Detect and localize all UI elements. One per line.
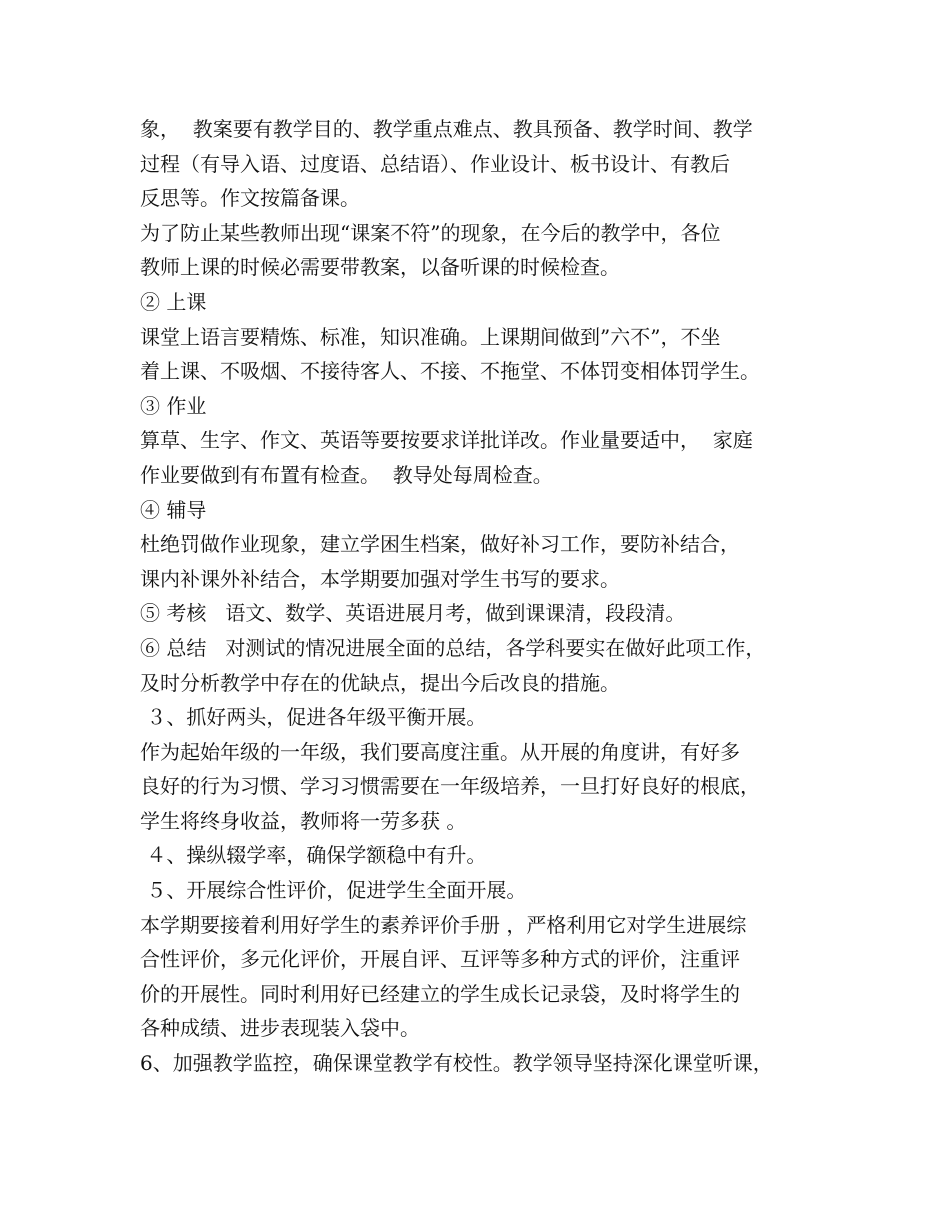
text-line: 为了防止某些教师出现“课案不符”的现象，在今后的教学中，各位 bbox=[140, 220, 721, 245]
text-line: 课内补课外补结合，本学期要加强对学生书写的要求。 bbox=[140, 566, 620, 591]
section-heading: ⑤ 考核 语文、数学、英语进展月考，做到课课清，段段清。 bbox=[140, 601, 686, 626]
text-line: 及时分析教学中存在的优缺点，提出今后改良的措施。 bbox=[140, 670, 620, 695]
text-line: 杜绝罚做作业现象，建立学困生档案，做好补习工作，要防补结合， bbox=[140, 532, 740, 557]
text-line: 教师上课的时候必需要带教案，以备听课的时候检查。 bbox=[140, 255, 620, 280]
text-line: 作业要做到有布置有检查。 教导处每周检查。 bbox=[140, 462, 553, 487]
text-line: 学生将终身收益，教师将一劳多获 。 bbox=[140, 808, 467, 833]
text-line: 象， 教案要有教学目的、教学重点难点、教具预备、教学时间、教学 bbox=[140, 117, 753, 141]
section-heading: ３、抓好两头，促进各年级平衡开展。 bbox=[140, 705, 487, 730]
text-line: 课堂上语言要精炼、标准，知识准确。上课期间做到”六不”，不坐 bbox=[140, 324, 721, 349]
section-heading: ⑥ 总结 对测试的情况进展全面的总结，各学科要实在做好此项工作， bbox=[140, 635, 766, 660]
text-line: 良好的行为习惯、学习习惯需要在一年级培养，一旦打好良好的根底， bbox=[140, 774, 760, 799]
text-line: 反思等。作文按篇备课。 bbox=[140, 186, 360, 211]
text-line: 各种成绩、进步表现装入袋中。 bbox=[140, 1016, 420, 1041]
text-line: 算草、生字、作文、英语等要按要求详批详改。作业量要适中， 家庭 bbox=[140, 428, 753, 453]
section-heading: ② 上课 bbox=[140, 289, 207, 314]
text-line: 6、加强教学监控，确保课堂教学有校性。教学领导坚持深化课堂听课， bbox=[140, 1051, 773, 1076]
section-heading: ④ 辅导 bbox=[140, 497, 207, 522]
text-line: 价的开展性。同时利用好已经建立的学生成长记录袋，及时将学生的 bbox=[140, 981, 740, 1006]
section-heading: ４、操纵辍学率，确保学额稳中有升。 bbox=[140, 843, 487, 868]
text-line: 过程（有导入语、过度语、总结语）、作业设计、板书设计、有教后 bbox=[140, 151, 730, 176]
text-line: 本学期要接着利用好学生的素养评价手册 ，严格利用它对学生进展综 bbox=[140, 912, 747, 937]
text-line: 着上课、不吸烟、不接待客人、不接、不拖堂、不体罚变相体罚学生。 bbox=[140, 359, 760, 384]
section-heading: ５、开展综合性评价，促进学生全面开展。 bbox=[140, 878, 527, 903]
section-heading: ③ 作业 bbox=[140, 393, 207, 418]
text-line: 作为起始年级的一年级，我们要高度注重。从开展的角度讲，有好多 bbox=[140, 739, 740, 764]
document-body bbox=[140, 112, 830, 1081]
text-line: 合性评价，多元化评价，开展自评、互评等多种方式的评价，注重评 bbox=[140, 947, 740, 972]
